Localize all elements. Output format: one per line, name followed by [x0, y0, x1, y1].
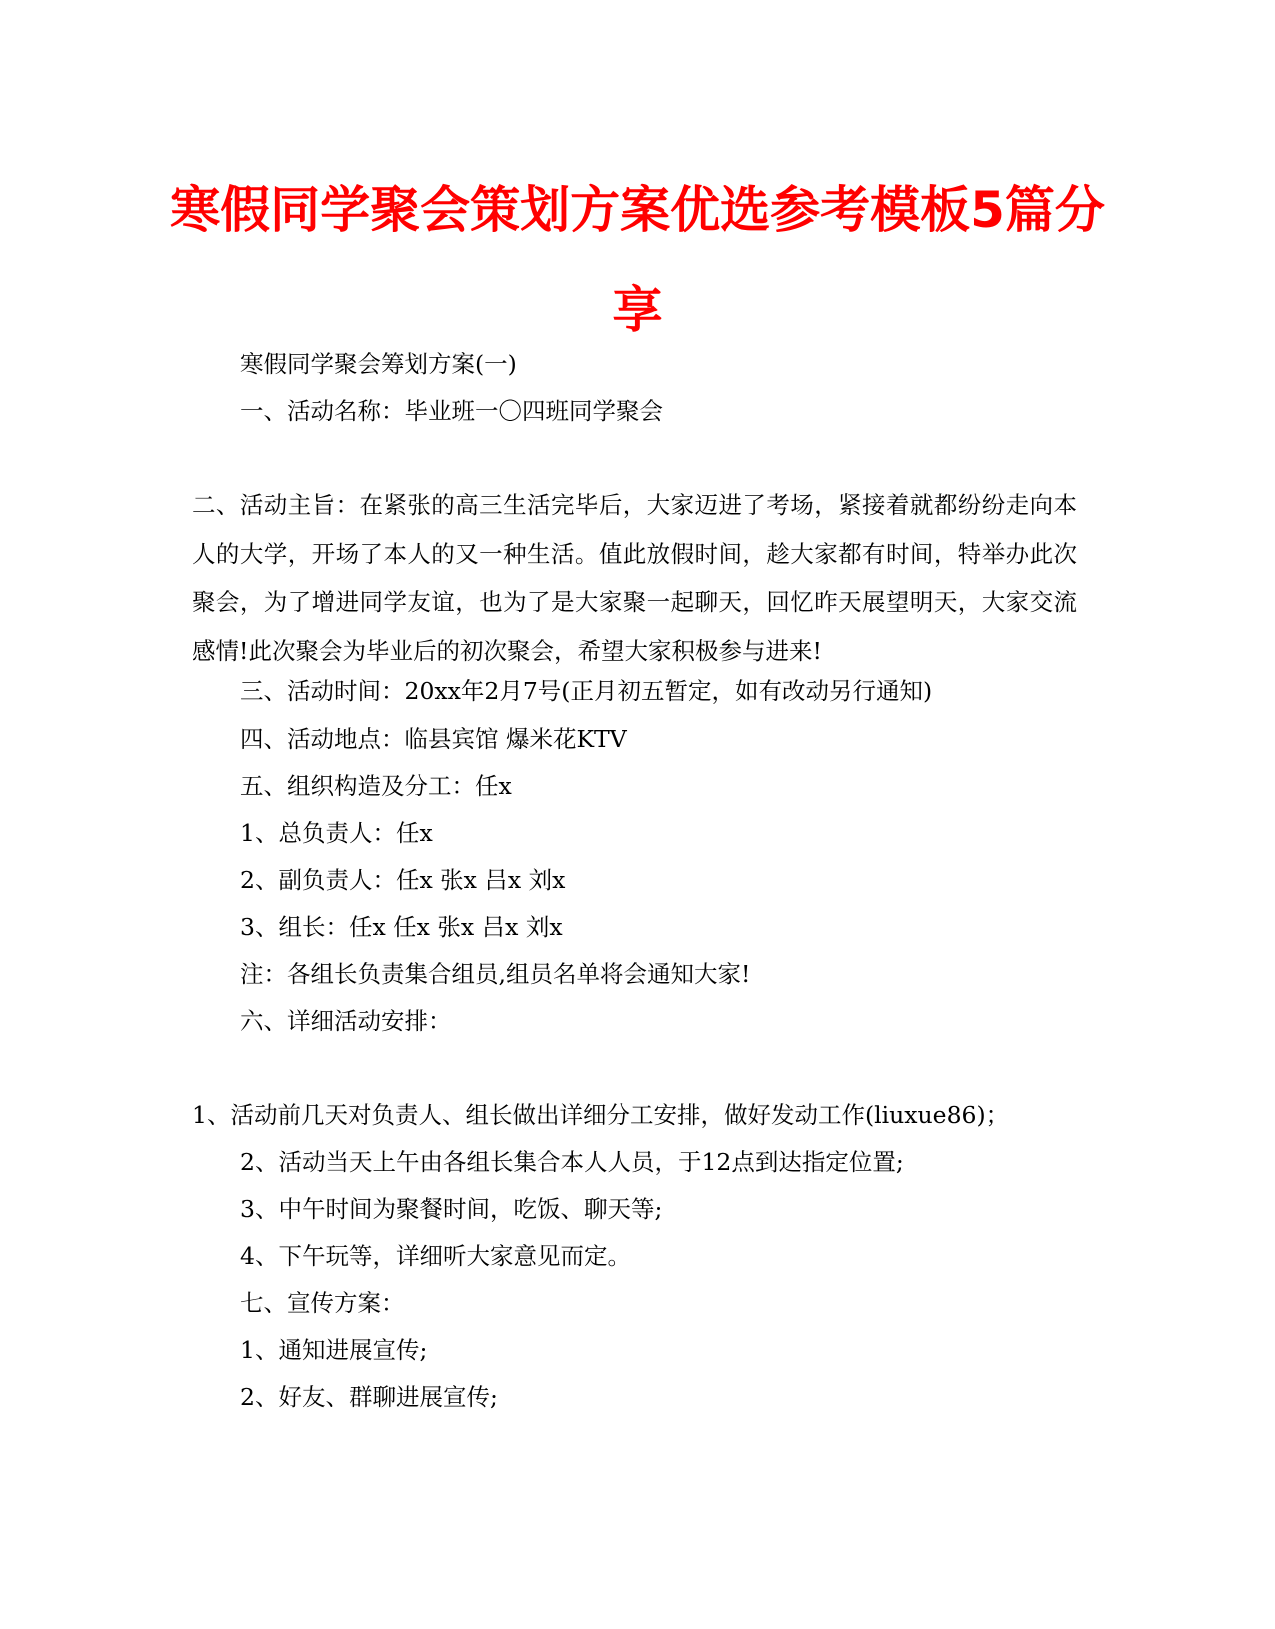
- schedule-item-2: 2、活动当天上午由各组长集合本人人员，于12点到达指定位置;: [240, 1148, 904, 1176]
- activity-time: 三、活动时间：20xx年2月7号(正月初五暂定，如有改动另行通知): [240, 677, 933, 705]
- activity-place: 四、活动地点：临县宾馆 爆米花KTV: [240, 725, 627, 753]
- schedule-item-1: 1、活动前几天对负责人、组长做出详细分工安排，做好发动工作(liuxue86)；: [192, 1101, 1010, 1129]
- promotion-item-2: 2、好友、群聊进展宣传;: [240, 1383, 498, 1411]
- schedule-item-3: 3、中午时间为聚餐时间，吃饭、聊天等;: [240, 1195, 663, 1223]
- promotion-heading: 七、宣传方案：: [240, 1289, 405, 1317]
- section-subtitle: 寒假同学聚会筹划方案(一): [240, 350, 517, 378]
- schedule-item-4: 4、下午玩等，详细听大家意见而定。: [240, 1242, 631, 1270]
- promotion-item-1: 1、通知进展宣传;: [240, 1336, 428, 1364]
- org-item-3: 3、组长：任x 任x 张x 吕x 刘x: [240, 913, 563, 941]
- document-title-line-1: 寒假同学聚会策划方案优选参考模板5篇分: [170, 181, 1105, 239]
- schedule-heading: 六、详细活动安排：: [240, 1007, 452, 1035]
- activity-name: 一、活动名称：毕业班一〇四班同学聚会: [240, 397, 663, 425]
- org-note: 注：各组长负责集合组员,组员名单将会通知大家!: [240, 960, 751, 988]
- org-item-2: 2、副负责人：任x 张x 吕x 刘x: [240, 866, 566, 894]
- org-item-1: 1、总负责人：任x: [240, 819, 433, 847]
- document-title-line-2: 享: [612, 281, 663, 339]
- activity-purpose-paragraph: 二、活动主旨：在紧张的高三生活完毕后，大家迈进了考场，紧接着就都纷纷走向本人的大学，开场了本人的又一种生活。值此放假时间，趁大家都有时间，特举办此次聚会，为了增进同学友谊，也为了是大家聚一起聊天，回忆昨天展望明天，大家交流感情!此次聚会为毕业后的初次聚会，希望大家积极参与进来!: [192, 491, 1077, 666]
- organization-structure: 五、组织构造及分工：任x: [240, 772, 512, 800]
